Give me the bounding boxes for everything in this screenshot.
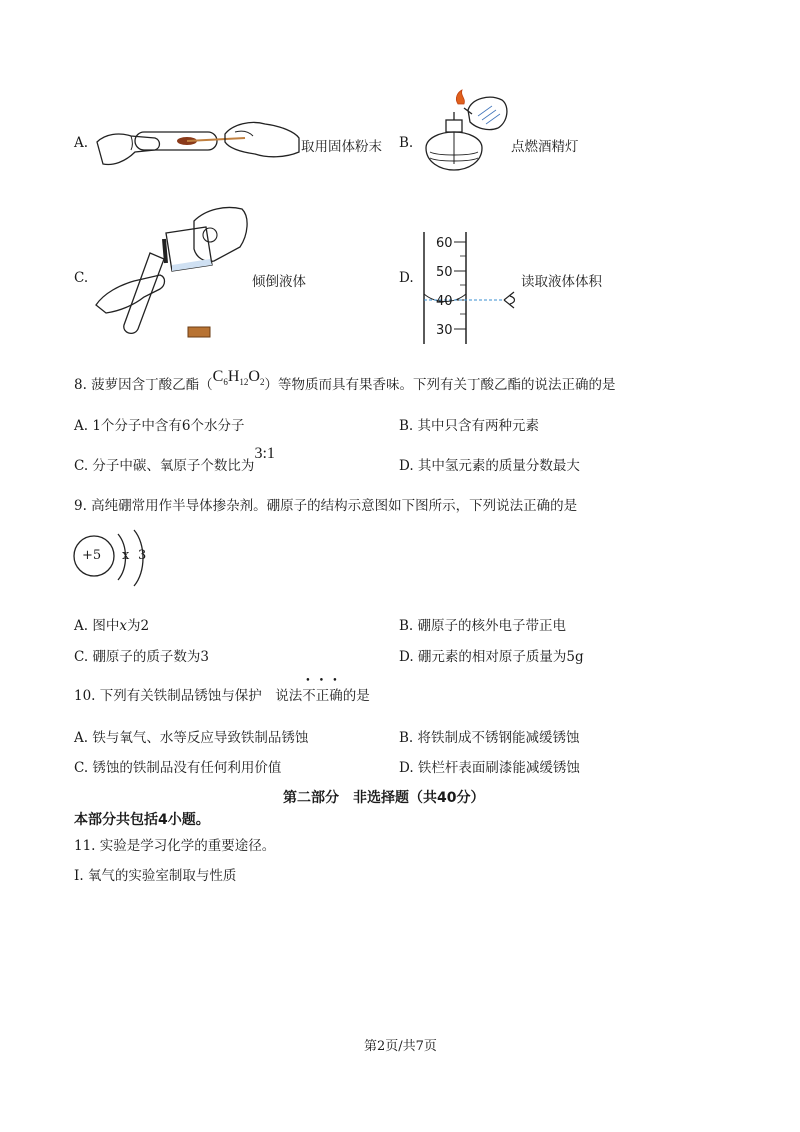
part2-note: 本部分共包括4小题。 — [74, 812, 210, 828]
q8-option-b: B. 其中只含有两种元素 — [399, 418, 540, 434]
q7-option-d-letter: D. — [399, 270, 414, 286]
q9-option-c: C. 硼原子的质子数为3 — [74, 649, 210, 665]
q9-option-d: D. 硼元素的相对原子质量为5g — [399, 649, 584, 665]
q9-option-b: B. 硼原子的核外电子带正电 — [399, 618, 567, 634]
q8-formula: $C_6H_{12}O_2$ — [212, 368, 265, 388]
q7-option-c-caption: 倾倒液体 — [252, 274, 306, 290]
q10-option-c: C. 锈蚀的铁制品没有任何利用价值 — [74, 760, 282, 776]
q7-option-d-cylinder — [418, 232, 528, 347]
q7-d-tick-30: 30 — [436, 323, 453, 338]
q7-option-a-letter: A. — [74, 135, 89, 151]
q8-stem — [74, 368, 616, 395]
q10-option-d: D. 铁栏杆表面刷漆能减缓锈蚀 — [399, 760, 580, 776]
q9-shell2-count: 3 — [138, 548, 147, 563]
q8-ratio: 3:1 — [254, 445, 275, 462]
q7-option-d-caption: 读取液体体积 — [521, 274, 602, 290]
q7-d-tick-50: 50 — [436, 265, 453, 280]
q8-option-d: D. 其中氢元素的质量分数最大 — [399, 458, 580, 474]
part2-title: 第二部分 非选择题（共40分） — [283, 790, 485, 806]
q10-option-b: B. 将铁制成不锈钢能减缓锈蚀 — [399, 730, 580, 746]
q10-option-a: A. 铁与氧气、水等反应导致铁制品锈蚀 — [74, 730, 309, 746]
q9-shell1-x: x — [122, 548, 130, 563]
q7-option-c-letter: C. — [74, 270, 89, 286]
q7-option-b-caption: 点燃酒精灯 — [511, 139, 579, 155]
q11-subpart-1: I. 氧气的实验室制取与性质 — [74, 868, 237, 884]
q7-option-b-illustration — [418, 90, 510, 182]
page-number: 第2页/共7页 — [364, 1039, 437, 1054]
q8-option-a: A. 1个分子中含有6个水分子 — [74, 418, 245, 434]
q9-stem: 9. 高纯硼常用作半导体掺杂剂。硼原子的结构示意图如下图所示，下列说法正确的是 — [74, 498, 578, 514]
q7-d-tick-40: 40 — [436, 294, 453, 309]
q7-d-tick-60: 60 — [436, 236, 453, 251]
q9-nucleus-charge: +5 — [82, 548, 102, 563]
q7-option-a-illustration — [95, 112, 300, 176]
q8-stem-pre: 8. 菠萝因含丁酸乙酯（ — [74, 377, 213, 393]
q8-option-c: C. 分子中碳、氧原子个数比为3:1 — [74, 445, 275, 474]
q10-stem: 10. 下列有关铁制品锈蚀与保护 说法不正确的是 — [74, 688, 370, 704]
q11-stem: 11. 实验是学习化学的重要途径。 — [74, 838, 276, 854]
q8-stem-post: ）等物质而具有果香味。下列有关丁酸乙酯的说法正确的是 — [264, 377, 616, 393]
q9-option-a: A. 图中x为2 — [74, 618, 150, 634]
q7-option-c-illustration — [94, 205, 254, 345]
q7-option-a-caption: 取用固体粉末 — [301, 139, 382, 155]
q7-option-b-letter: B. — [399, 135, 414, 151]
